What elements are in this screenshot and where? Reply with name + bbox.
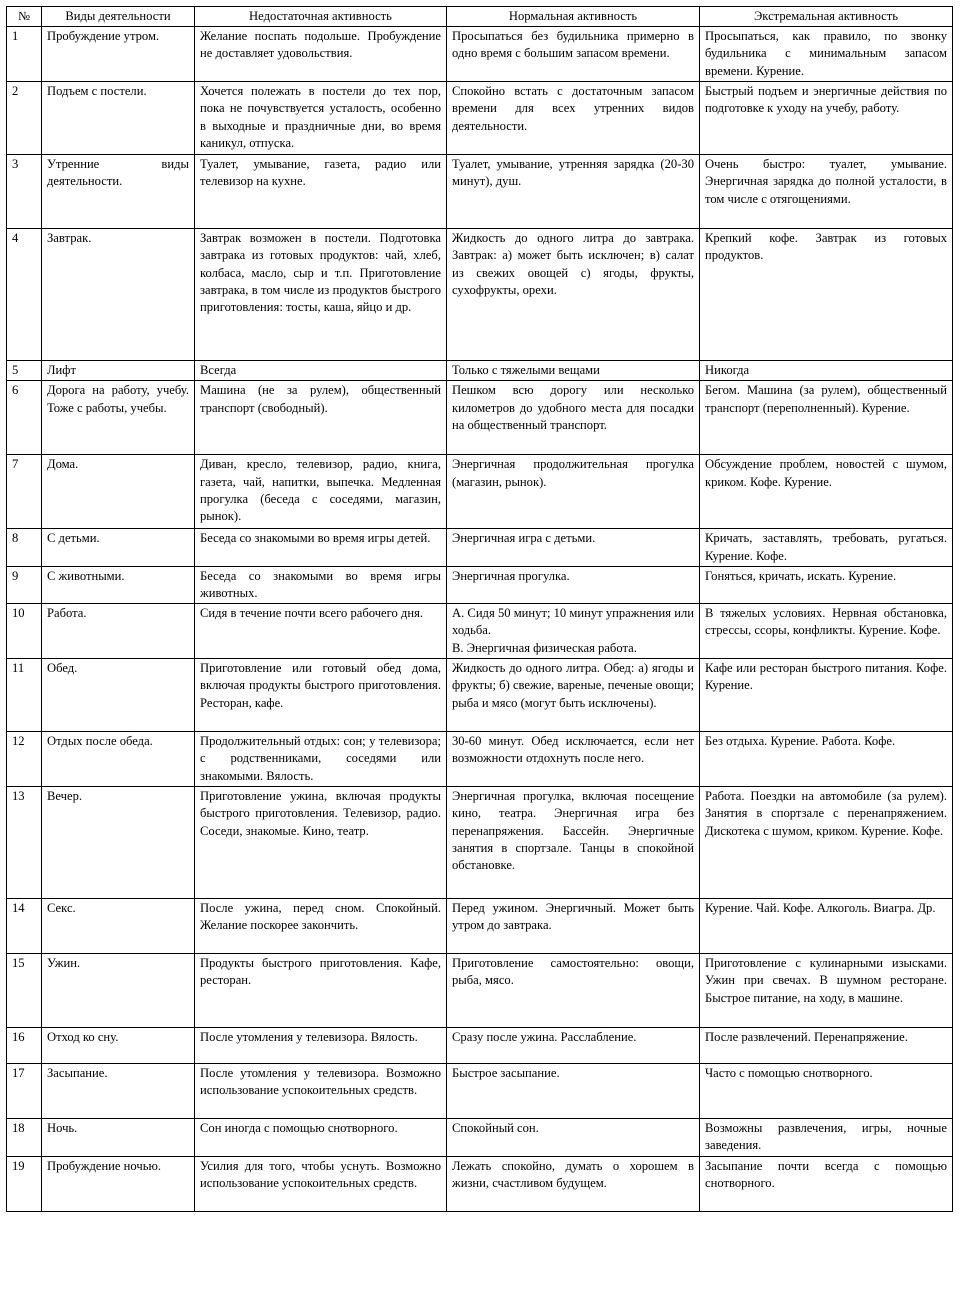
activity-cell: С животными. [42,566,195,603]
row-number-cell: 8 [7,529,42,566]
normal-activity-cell: Спокойный сон. [447,1119,700,1156]
extreme-activity-cell: Бегом. Машина (за рулем), общественный транспорт (переполненный). Курение. [700,381,953,455]
table-body [7,27,953,1211]
column-header-activity: Виды деятельности [42,7,195,27]
row-number-cell: 19 [7,1156,42,1211]
row-number-cell: 10 [7,604,42,659]
normal-activity-cell: А. Сидя 50 минут; 10 минут упражнения или ходьба. В. Энергичная физическая работа. [447,604,700,659]
activity-cell: Ужин. [42,954,195,1028]
extreme-activity-cell: Просыпаться, как правило, по звонку будильника с минимальным запасом времени. Курение. [700,27,953,82]
insufficient-activity-cell: Всегда [195,361,447,381]
row-number-cell: 18 [7,1119,42,1156]
normal-activity-cell: 30-60 минут. Обед исключается, если нет возможности отдохнуть после него. [447,732,700,787]
row-number-cell: 15 [7,954,42,1028]
row-number-cell: 9 [7,566,42,603]
normal-activity-cell: Энергичная прогулка. [447,566,700,603]
activity-cell: Пробуждение ночью. [42,1156,195,1211]
activity-table [6,6,953,1212]
insufficient-activity-cell: Завтрак возможен в постели. Подготовка завтрака из готовых продуктов: чай, хлеб, колбаса, масло, сыр и т.п. Приготовление завтрака, в том числе из продуктов быстрого приготовления: тосты, каша, яйцо и др. [195,229,447,361]
table-row [7,659,953,732]
activity-cell: Вечер. [42,787,195,899]
insufficient-activity-cell: Туалет, умывание, газета, радио или телевизор на кухне. [195,155,447,229]
activity-cell: Дорога на работу, учебу. Тоже с работы, учебы. [42,381,195,455]
insufficient-activity-cell: Беседа со знакомыми во время игры детей. [195,529,447,566]
table-row [7,529,953,566]
insufficient-activity-cell: Желание поспать подольше. Пробуждение не доставляет удовольствия. [195,27,447,82]
extreme-activity-cell: Работа. Поездки на автомобиле (за рулем). Занятия в спортзале с перенапряжением. Дискотека с шумом, криком. Курение. Кофе. [700,787,953,899]
extreme-activity-cell: Курение. Чай. Кофе. Алкоголь. Виагра. Др. [700,899,953,954]
extreme-activity-cell: Очень быстро: туалет, умывание. Энергичная зарядка до полной усталости, в том числе с отягощениями. [700,155,953,229]
activity-cell: Ночь. [42,1119,195,1156]
table-row [7,604,953,659]
row-number-cell: 11 [7,659,42,732]
normal-activity-cell: Жидкость до одного литра до завтрака. Завтрак: а) может быть исключен; в) салат из свежих овощей с) ягоды, фрукты, сухофрукты, орехи. [447,229,700,361]
table-row [7,229,953,361]
extreme-activity-cell: Быстрый подъем и энергичные действия по подготовке к уходу на учебу, работу. [700,82,953,155]
activity-cell: Обед. [42,659,195,732]
table-row [7,381,953,455]
insufficient-activity-cell: Продолжительный отдых: сон; у телевизора; с родственниками, соседями или знакомыми. Вялость. [195,732,447,787]
normal-activity-cell: Энергичная игра с детьми. [447,529,700,566]
normal-activity-cell: Энергичная продолжительная прогулка (магазин, рынок). [447,455,700,529]
activity-cell: Дома. [42,455,195,529]
extreme-activity-cell: Часто с помощью снотворного. [700,1064,953,1119]
column-header-normal: Нормальная активность [447,7,700,27]
row-number-cell: 7 [7,455,42,529]
activity-cell: С детьми. [42,529,195,566]
extreme-activity-cell: Засыпание почти всегда с помощью снотворного. [700,1156,953,1211]
row-number-cell: 3 [7,155,42,229]
insufficient-activity-cell: Хочется полежать в постели до тех пор, пока не почувствуется усталость, особенно в выходные и праздничные дни, во время каникул, отпуска. [195,82,447,155]
insufficient-activity-cell: Приготовление ужина, включая продукты быстрого приготовления. Телевизор, радио. Соседи, знакомые. Кино, театр. [195,787,447,899]
insufficient-activity-cell: Беседа со знакомыми во время игры животных. [195,566,447,603]
column-header-insufficient: Недостаточная активность [195,7,447,27]
table-row [7,1028,953,1064]
activity-cell: Отход ко сну. [42,1028,195,1064]
table-row [7,954,953,1028]
table-row [7,566,953,603]
table-row [7,787,953,899]
normal-activity-cell: Энергичная прогулка, включая посещение кино, театра. Энергичная игра без перенапряжения. Бассейн. Энергичные занятия в спортзале. Танцы в спокойной обстановке. [447,787,700,899]
normal-activity-cell: Приготовление самостоятельно: овощи, рыба, мясо. [447,954,700,1028]
table-row [7,1064,953,1119]
extreme-activity-cell: Без отдыха. Курение. Работа. Кофе. [700,732,953,787]
table-row [7,1156,953,1211]
insufficient-activity-cell: Усилия для того, чтобы уснуть. Возможно использование успокоительных средств. [195,1156,447,1211]
row-number-cell: 13 [7,787,42,899]
table-row [7,455,953,529]
insufficient-activity-cell: Продукты быстрого приготовления. Кафе, ресторан. [195,954,447,1028]
extreme-activity-cell: Крепкий кофе. Завтрак из готовых продуктов. [700,229,953,361]
activity-cell: Работа. [42,604,195,659]
insufficient-activity-cell: Сон иногда с помощью снотворного. [195,1119,447,1156]
row-number-cell: 14 [7,899,42,954]
row-number-cell: 5 [7,361,42,381]
normal-activity-cell: Жидкость до одного литра. Обед: а) ягоды и фрукты; б) свежие, вареные, печеные овощи; рыба и мясо (могут быть исключены). [447,659,700,732]
table-row [7,899,953,954]
insufficient-activity-cell: После утомления у телевизора. Вялость. [195,1028,447,1064]
activity-cell: Отдых после обеда. [42,732,195,787]
normal-activity-cell: Перед ужином. Энергичный. Может быть утром до завтрака. [447,899,700,954]
insufficient-activity-cell: Приготовление или готовый обед дома, включая продукты быстрого приготовления. Ресторан, кафе. [195,659,447,732]
insufficient-activity-cell: Сидя в течение почти всего рабочего дня. [195,604,447,659]
insufficient-activity-cell: Диван, кресло, телевизор, радио, книга, газета, чай, напитки, выпечка. Медленная прогулка (беседа с соседями, магазин, рынок). [195,455,447,529]
extreme-activity-cell: Гоняться, кричать, искать. Курение. [700,566,953,603]
activity-cell: Засыпание. [42,1064,195,1119]
normal-activity-cell: Просыпаться без будильника примерно в одно время с большим запасом времени. [447,27,700,82]
normal-activity-cell: Сразу после ужина. Расслабление. [447,1028,700,1064]
table-row [7,27,953,82]
normal-activity-cell: Пешком всю дорогу или несколько километров до удобного места для посадки на общественный транспорт. [447,381,700,455]
extreme-activity-cell: Кричать, заставлять, требовать, ругаться. Курение. Кофе. [700,529,953,566]
row-number-cell: 17 [7,1064,42,1119]
insufficient-activity-cell: Машина (не за рулем), общественный транспорт (свободный). [195,381,447,455]
table-row [7,82,953,155]
extreme-activity-cell: Возможны развлечения, игры, ночные заведения. [700,1119,953,1156]
row-number-cell: 4 [7,229,42,361]
normal-activity-cell: Туалет, умывание, утренняя зарядка (20-30 минут), душ. [447,155,700,229]
row-number-cell: 16 [7,1028,42,1064]
normal-activity-cell: Спокойно встать с достаточным запасом времени для всех утренних видов деятельности. [447,82,700,155]
activity-cell: Завтрак. [42,229,195,361]
insufficient-activity-cell: После ужина, перед сном. Спокойный. Желание поскорее закончить. [195,899,447,954]
normal-activity-cell: Лежать спокойно, думать о хорошем в жизни, счастливом будущем. [447,1156,700,1211]
activity-cell: Пробуждение утром. [42,27,195,82]
activity-cell: Утренние виды деятельности. [42,155,195,229]
column-header-number: № [7,7,42,27]
extreme-activity-cell: Кафе или ресторан быстрого питания. Кофе. Курение. [700,659,953,732]
column-header-extreme: Экстремальная активность [700,7,953,27]
extreme-activity-cell: В тяжелых условиях. Нервная обстановка, стрессы, ссоры, конфликты. Курение. Кофе. [700,604,953,659]
table-header-row [7,7,953,27]
row-number-cell: 6 [7,381,42,455]
table-row [7,361,953,381]
normal-activity-cell: Только с тяжелыми вещами [447,361,700,381]
normal-activity-cell: Быстрое засыпание. [447,1064,700,1119]
row-number-cell: 2 [7,82,42,155]
extreme-activity-cell: Приготовление с кулинарными изысками. Ужин при свечах. В шумном ресторане. Быстрое питание, на ходу, в машине. [700,954,953,1028]
activity-cell: Подъем с постели. [42,82,195,155]
extreme-activity-cell: Обсуждение проблем, новостей с шумом, криком. Кофе. Курение. [700,455,953,529]
extreme-activity-cell: После развлечений. Перенапряжение. [700,1028,953,1064]
insufficient-activity-cell: После утомления у телевизора. Возможно использование успокоительных средств. [195,1064,447,1119]
table-row [7,732,953,787]
activity-cell: Секс. [42,899,195,954]
row-number-cell: 1 [7,27,42,82]
table-row [7,155,953,229]
extreme-activity-cell: Никогда [700,361,953,381]
activity-cell: Лифт [42,361,195,381]
row-number-cell: 12 [7,732,42,787]
table-row [7,1119,953,1156]
